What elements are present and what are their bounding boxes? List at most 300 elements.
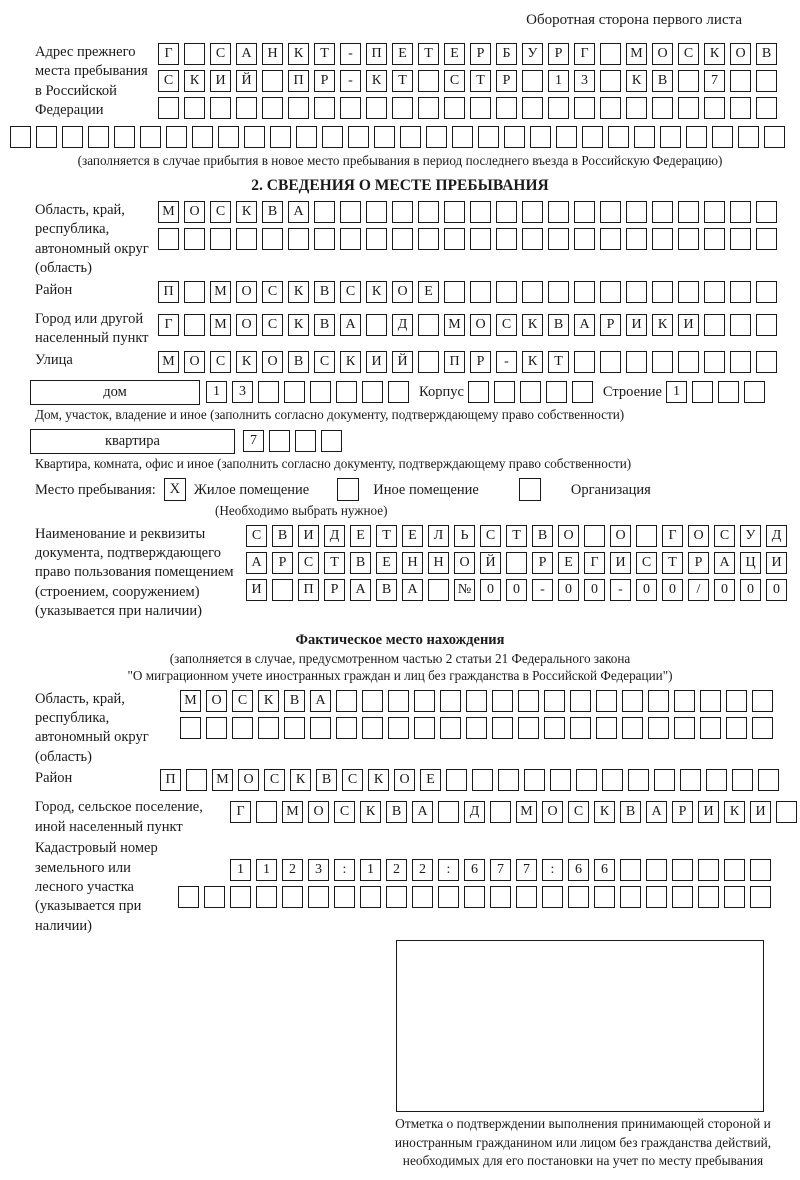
char-cell: [574, 228, 595, 250]
char-cell: 0: [714, 579, 735, 601]
fact-oblast-row-2: [180, 717, 773, 739]
s2-ulitsa-block: [35, 351, 800, 378]
char-cell: Ц: [740, 552, 761, 574]
prev-address-label: Адрес прежнего места пребывания в Российской Федерации: [35, 44, 148, 119]
char-cell: [596, 690, 617, 712]
char-cell: С: [334, 801, 355, 823]
char-cell: С: [340, 281, 361, 303]
char-cell: 7: [490, 859, 511, 881]
char-cell: А: [350, 579, 371, 601]
char-cell: [620, 886, 641, 908]
char-cell: С: [210, 43, 231, 65]
char-cell: [678, 228, 699, 250]
char-cell: [314, 201, 335, 223]
char-cell: К: [340, 351, 361, 373]
char-cell: К: [236, 351, 257, 373]
char-cell: Т: [376, 525, 397, 547]
char-cell: Е: [402, 525, 423, 547]
char-cell: Г: [230, 801, 251, 823]
char-cell: [600, 351, 621, 373]
option-residential-label: Жилое помещение: [193, 481, 310, 498]
document-row-1: [246, 525, 787, 547]
fact-raion-row: [160, 769, 779, 791]
kadastr-row-2: [178, 886, 771, 908]
char-cell: К: [594, 801, 615, 823]
char-cell: С: [232, 690, 253, 712]
char-cell: [258, 717, 279, 739]
char-cell: И: [766, 552, 787, 574]
char-cell: [544, 717, 565, 739]
fact-oblast-block: [35, 690, 800, 768]
char-cell: [362, 717, 383, 739]
s2-raion-block: [35, 281, 800, 308]
char-cell: [192, 126, 213, 148]
char-cell: [660, 126, 681, 148]
char-cell: И: [626, 314, 647, 336]
char-cell: [646, 859, 667, 881]
char-cell: [444, 281, 465, 303]
char-cell: [314, 97, 335, 119]
char-cell: [522, 281, 543, 303]
char-cell: А: [574, 314, 595, 336]
registration-stamp-box: [396, 940, 764, 1112]
char-cell: С: [314, 351, 335, 373]
char-cell: -: [340, 70, 361, 92]
char-cell: К: [366, 281, 387, 303]
char-cell: [678, 70, 699, 92]
char-cell: [464, 886, 485, 908]
char-cell: [570, 717, 591, 739]
char-cell: Р: [470, 351, 491, 373]
char-cell: 7: [704, 70, 725, 92]
char-cell: [296, 126, 317, 148]
char-cell: [288, 97, 309, 119]
char-cell: -: [532, 579, 553, 601]
char-cell: [270, 126, 291, 148]
char-cell: [620, 859, 641, 881]
char-cell: К: [360, 801, 381, 823]
char-cell: [340, 228, 361, 250]
char-cell: К: [290, 769, 311, 791]
char-cell: [360, 886, 381, 908]
char-cell: Т: [470, 70, 491, 92]
char-cell: [600, 43, 621, 65]
char-cell: [492, 690, 513, 712]
char-cell: Т: [548, 351, 569, 373]
char-cell: [730, 97, 751, 119]
char-cell: Р: [272, 552, 293, 574]
char-cell: [256, 801, 277, 823]
char-cell: В: [386, 801, 407, 823]
document-label: Наименование и реквизиты документа, подтверждающего право пользования помещением (строением, сооружением) (указывается при наличии): [35, 525, 234, 620]
s2-gorod-label: Город или другой населенный пункт: [35, 310, 149, 347]
char-cell: №: [454, 579, 475, 601]
char-cell: Г: [574, 43, 595, 65]
char-cell: [756, 97, 777, 119]
char-cell: [648, 717, 669, 739]
char-cell: [758, 769, 779, 791]
char-cell: [418, 201, 439, 223]
char-cell: М: [180, 690, 201, 712]
char-cell: Р: [314, 70, 335, 92]
char-cell: [600, 70, 621, 92]
char-cell: [282, 886, 303, 908]
char-cell: О: [184, 201, 205, 223]
char-cell: И: [610, 552, 631, 574]
char-cell: [652, 351, 673, 373]
s2-gorod-block: [35, 310, 800, 349]
char-cell: 7: [516, 859, 537, 881]
fact-oblast-row-1: [180, 690, 773, 712]
char-cell: [236, 97, 257, 119]
char-cell: [336, 690, 357, 712]
kvartira-type-box: квартира: [30, 429, 235, 454]
char-cell: К: [258, 690, 279, 712]
char-cell: [472, 769, 493, 791]
char-cell: О: [730, 43, 751, 65]
char-cell: [522, 228, 543, 250]
char-cell: М: [210, 281, 231, 303]
char-cell: [440, 690, 461, 712]
char-cell: [626, 228, 647, 250]
char-cell: [704, 228, 725, 250]
char-cell: Й: [392, 351, 413, 373]
char-cell: К: [288, 43, 309, 65]
s2-oblast-row-1: [158, 201, 777, 223]
char-cell: [392, 228, 413, 250]
char-cell: [574, 201, 595, 223]
char-cell: [686, 126, 707, 148]
char-cell: С: [714, 525, 735, 547]
fact-gorod-label: Город, сельское поселение, иной населенный пункт: [35, 799, 203, 835]
char-cell: [738, 126, 759, 148]
char-cell: [256, 886, 277, 908]
char-cell: [374, 126, 395, 148]
char-cell: И: [298, 525, 319, 547]
char-cell: [756, 70, 777, 92]
char-cell: М: [210, 314, 231, 336]
char-cell: Д: [464, 801, 485, 823]
char-cell: [496, 97, 517, 119]
char-cell: [600, 201, 621, 223]
char-cell: С: [496, 314, 517, 336]
char-cell: [556, 126, 577, 148]
char-cell: И: [246, 579, 267, 601]
option-other-premises-label: Иное помещение: [373, 481, 479, 498]
char-cell: [392, 201, 413, 223]
char-cell: [452, 126, 473, 148]
dom-cells: [206, 381, 409, 403]
char-cell: [366, 228, 387, 250]
char-cell: [568, 886, 589, 908]
char-cell: К: [236, 201, 257, 223]
char-cell: С: [246, 525, 267, 547]
char-cell: М: [516, 801, 537, 823]
char-cell: К: [522, 314, 543, 336]
char-cell: [428, 579, 449, 601]
char-cell: С: [298, 552, 319, 574]
char-cell: Ь: [454, 525, 475, 547]
char-cell: [698, 859, 719, 881]
fact-heading: Фактическое место нахождения: [295, 631, 505, 648]
dom-caption: Дом, участок, владение и иное (заполнить согласно документу, подтверждающему право собственности): [35, 406, 625, 422]
char-cell: [494, 381, 515, 403]
char-cell: [548, 97, 569, 119]
stroenie-label: Строение: [602, 384, 662, 401]
char-cell: В: [532, 525, 553, 547]
char-cell: П: [158, 281, 179, 303]
char-cell: Б: [496, 43, 517, 65]
char-cell: [186, 769, 207, 791]
char-cell: [730, 70, 751, 92]
char-cell: [62, 126, 83, 148]
s2-ulitsa-label: Улица: [35, 351, 73, 368]
char-cell: [700, 690, 721, 712]
kadastr-label: Кадастровый номер земельного или лесного участка (указывается при наличии): [35, 840, 158, 934]
char-cell: Р: [548, 43, 569, 65]
char-cell: 1: [230, 859, 251, 881]
stroenie-cells: [666, 381, 765, 403]
s2-raion-label: Район: [35, 281, 73, 298]
char-cell: [634, 126, 655, 148]
char-cell: [704, 281, 725, 303]
char-cell: П: [298, 579, 319, 601]
char-cell: [414, 717, 435, 739]
char-cell: [700, 717, 721, 739]
char-cell: [600, 97, 621, 119]
char-cell: Р: [688, 552, 709, 574]
s2-raion-row: [158, 281, 777, 303]
char-cell: [204, 886, 225, 908]
char-cell: 0: [662, 579, 683, 601]
char-cell: [158, 97, 179, 119]
char-cell: Р: [496, 70, 517, 92]
char-cell: Е: [420, 769, 441, 791]
char-cell: [726, 690, 747, 712]
char-cell: Л: [428, 525, 449, 547]
char-cell: В: [314, 314, 335, 336]
document-row-3: [246, 579, 787, 601]
char-cell: [674, 717, 695, 739]
char-cell: 0: [636, 579, 657, 601]
char-cell: С: [678, 43, 699, 65]
char-cell: Г: [662, 525, 683, 547]
char-cell: К: [288, 314, 309, 336]
char-cell: [492, 717, 513, 739]
prev-address-caption: (заполняется в случае прибытия в новое место пребывания в период последнего въезда в Российскую Федерацию): [77, 153, 723, 168]
char-cell: В: [548, 314, 569, 336]
char-cell: [626, 97, 647, 119]
char-cell: [236, 228, 257, 250]
char-cell: [232, 717, 253, 739]
char-cell: [626, 351, 647, 373]
char-cell: [244, 126, 265, 148]
char-cell: К: [652, 314, 673, 336]
char-cell: [178, 886, 199, 908]
char-cell: [36, 126, 57, 148]
char-cell: 1: [548, 70, 569, 92]
char-cell: С: [210, 201, 231, 223]
char-cell: [522, 201, 543, 223]
char-cell: [348, 126, 369, 148]
char-cell: В: [272, 525, 293, 547]
char-cell: [600, 228, 621, 250]
char-cell: [284, 717, 305, 739]
char-cell: 0: [558, 579, 579, 601]
char-cell: В: [284, 690, 305, 712]
char-cell: [546, 381, 567, 403]
s2-oblast-label: Область, край, республика, автономный округ (область): [35, 202, 149, 277]
char-cell: И: [678, 314, 699, 336]
char-cell: Т: [662, 552, 683, 574]
char-cell: [418, 314, 439, 336]
char-cell: К: [626, 70, 647, 92]
char-cell: В: [756, 43, 777, 65]
checkbox-residential: X: [164, 478, 186, 501]
char-cell: К: [522, 351, 543, 373]
char-cell: В: [262, 201, 283, 223]
char-cell: Р: [672, 801, 693, 823]
char-cell: [158, 228, 179, 250]
char-cell: [596, 717, 617, 739]
char-cell: [706, 769, 727, 791]
char-cell: Й: [236, 70, 257, 92]
char-cell: [362, 690, 383, 712]
fact-oblast-label: Область, край, республика, автономный округ (область): [35, 690, 149, 765]
char-cell: Т: [314, 43, 335, 65]
char-cell: С: [210, 351, 231, 373]
char-cell: И: [750, 801, 771, 823]
char-cell: [584, 525, 605, 547]
char-cell: [230, 886, 251, 908]
char-cell: [622, 690, 643, 712]
char-cell: [336, 717, 357, 739]
char-cell: [730, 228, 751, 250]
char-cell: [218, 126, 239, 148]
char-cell: С: [480, 525, 501, 547]
char-cell: А: [412, 801, 433, 823]
char-cell: [652, 281, 673, 303]
char-cell: /: [688, 579, 709, 601]
fact-gorod-block: [35, 798, 800, 837]
char-cell: Д: [324, 525, 345, 547]
char-cell: М: [212, 769, 233, 791]
char-cell: [680, 769, 701, 791]
char-cell: К: [724, 801, 745, 823]
char-cell: А: [288, 201, 309, 223]
char-cell: А: [646, 801, 667, 823]
char-cell: [114, 126, 135, 148]
char-cell: Е: [350, 525, 371, 547]
char-cell: М: [158, 201, 179, 223]
char-cell: 0: [766, 579, 787, 601]
char-cell: [262, 97, 283, 119]
apartment-line: [30, 429, 800, 454]
char-cell: [522, 97, 543, 119]
char-cell: С: [342, 769, 363, 791]
char-cell: В: [314, 281, 335, 303]
char-cell: [678, 201, 699, 223]
char-cell: 6: [594, 859, 615, 881]
char-cell: О: [454, 552, 475, 574]
char-cell: [446, 769, 467, 791]
char-cell: [594, 886, 615, 908]
house-line: [30, 380, 800, 405]
char-cell: -: [610, 579, 631, 601]
char-cell: В: [620, 801, 641, 823]
char-cell: 3: [574, 70, 595, 92]
char-cell: [544, 690, 565, 712]
char-cell: [386, 886, 407, 908]
char-cell: О: [688, 525, 709, 547]
char-cell: Е: [444, 43, 465, 65]
char-cell: [496, 281, 517, 303]
char-cell: [414, 690, 435, 712]
char-cell: [756, 281, 777, 303]
char-cell: М: [444, 314, 465, 336]
fact-note-1: (заполняется в случае, предусмотренном частью 2 статьи 21 Федерального закона: [169, 650, 631, 666]
char-cell: С: [444, 70, 465, 92]
char-cell: [548, 281, 569, 303]
char-cell: [362, 381, 383, 403]
char-cell: О: [610, 525, 631, 547]
char-cell: Е: [418, 281, 439, 303]
char-cell: [210, 97, 231, 119]
char-cell: [400, 126, 421, 148]
char-cell: В: [288, 351, 309, 373]
char-cell: [184, 228, 205, 250]
char-cell: [550, 769, 571, 791]
char-cell: Д: [392, 314, 413, 336]
char-cell: Р: [600, 314, 621, 336]
char-cell: [184, 43, 205, 65]
char-cell: [548, 201, 569, 223]
char-cell: О: [542, 801, 563, 823]
char-cell: [730, 281, 751, 303]
char-cell: [648, 690, 669, 712]
char-cell: [752, 690, 773, 712]
char-cell: 2: [386, 859, 407, 881]
prev-address-row-2: [158, 70, 777, 92]
char-cell: [262, 70, 283, 92]
option-organization-label: Организация: [570, 481, 651, 498]
char-cell: [418, 70, 439, 92]
char-cell: [730, 201, 751, 223]
char-cell: С: [264, 769, 285, 791]
char-cell: [576, 769, 597, 791]
kadastr-block: [35, 839, 800, 936]
char-cell: [444, 228, 465, 250]
char-cell: А: [714, 552, 735, 574]
char-cell: [718, 381, 739, 403]
fact-note-2: "О миграционном учете иностранных граждан и лиц без гражданства в Российской Федерации"): [127, 667, 673, 683]
char-cell: [574, 351, 595, 373]
char-cell: [466, 690, 487, 712]
char-cell: :: [542, 859, 563, 881]
char-cell: [418, 351, 439, 373]
char-cell: О: [236, 281, 257, 303]
char-cell: [602, 769, 623, 791]
char-cell: [626, 201, 647, 223]
char-cell: А: [236, 43, 257, 65]
char-cell: [518, 690, 539, 712]
char-cell: [444, 201, 465, 223]
char-cell: В: [316, 769, 337, 791]
char-cell: О: [236, 314, 257, 336]
char-cell: [672, 886, 693, 908]
char-cell: У: [740, 525, 761, 547]
char-cell: [470, 281, 491, 303]
